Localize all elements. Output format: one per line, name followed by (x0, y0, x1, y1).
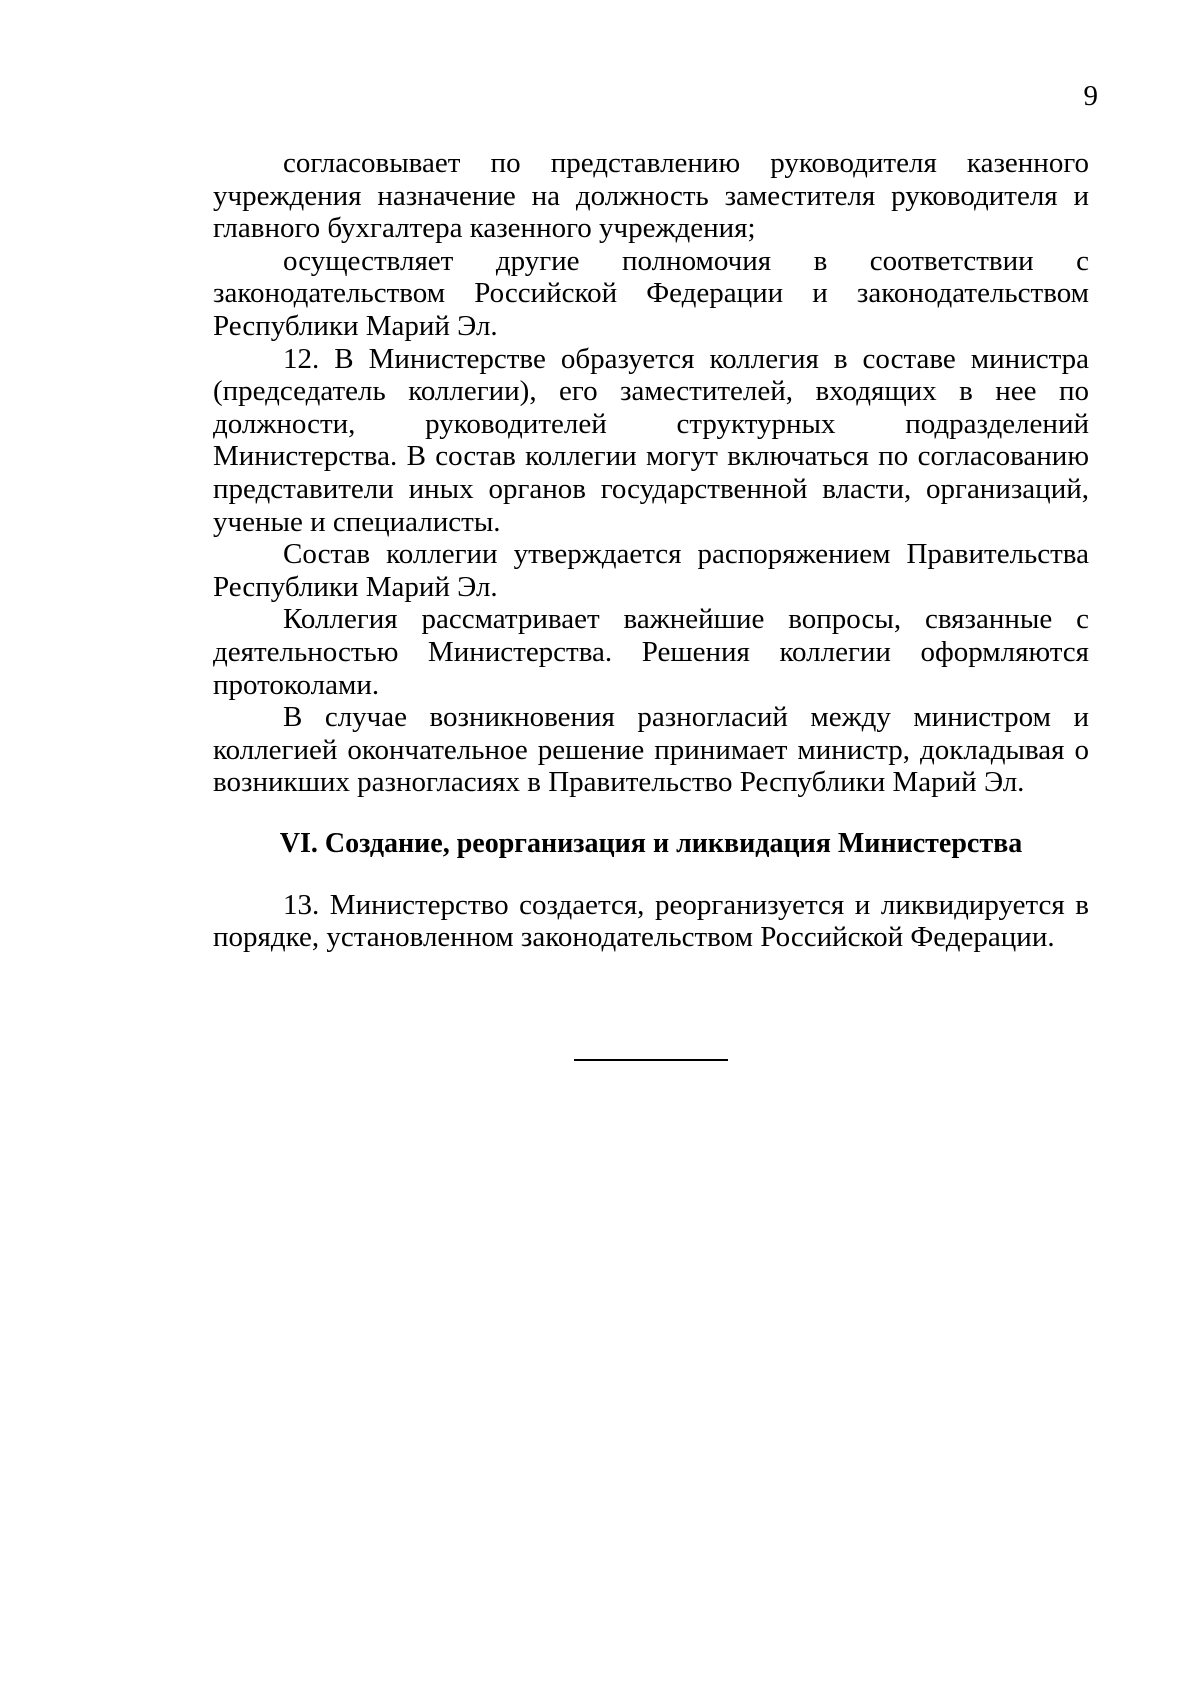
document-body (213, 147, 1089, 954)
paragraph: В случае возникновения разногласий между министром и коллегией окончательное решение принимает министр, докладывая о возникших разногласиях в Правительство Республики Марий Эл. (213, 701, 1089, 799)
paragraph: Состав коллегии утверждается распоряжением Правительства Республики Марий Эл. (213, 538, 1089, 603)
paragraph: 13. Министерство создается, реорганизуется и ликвидируется в порядке, установленном законодательством Российской Федерации. (213, 888, 1089, 954)
end-of-document-rule (574, 1059, 728, 1061)
section-spacer (213, 862, 1089, 889)
paragraph: согласовывает по представлению руководителя казенного учреждения назначение на должность заместителя руководителя и главного бухгалтера казенного учреждения; (213, 147, 1089, 245)
paragraph: осуществляет другие полномочия в соответствии с законодательством Российской Федерации и законодательством Республики Марий Эл. (213, 244, 1089, 342)
paragraph: 12. В Министерстве образуется коллегия в составе министра (председатель коллегии), его заместителей, входящих в нее по должности, руководителей структурных подразделений Министерства. В состав коллегии могут включаться по согласованию представители иных органов государственной власти, организаций, ученые и специалисты. (213, 342, 1089, 538)
paragraph: Коллегия рассматривает важнейшие вопросы, связанные с деятельностью Министерства. Решения коллегии оформляются протоколами. (213, 603, 1089, 701)
page-number: 9 (1083, 80, 1098, 112)
section-heading: VI. Создание, реорганизация и ликвидация Министерства (279, 827, 1023, 859)
